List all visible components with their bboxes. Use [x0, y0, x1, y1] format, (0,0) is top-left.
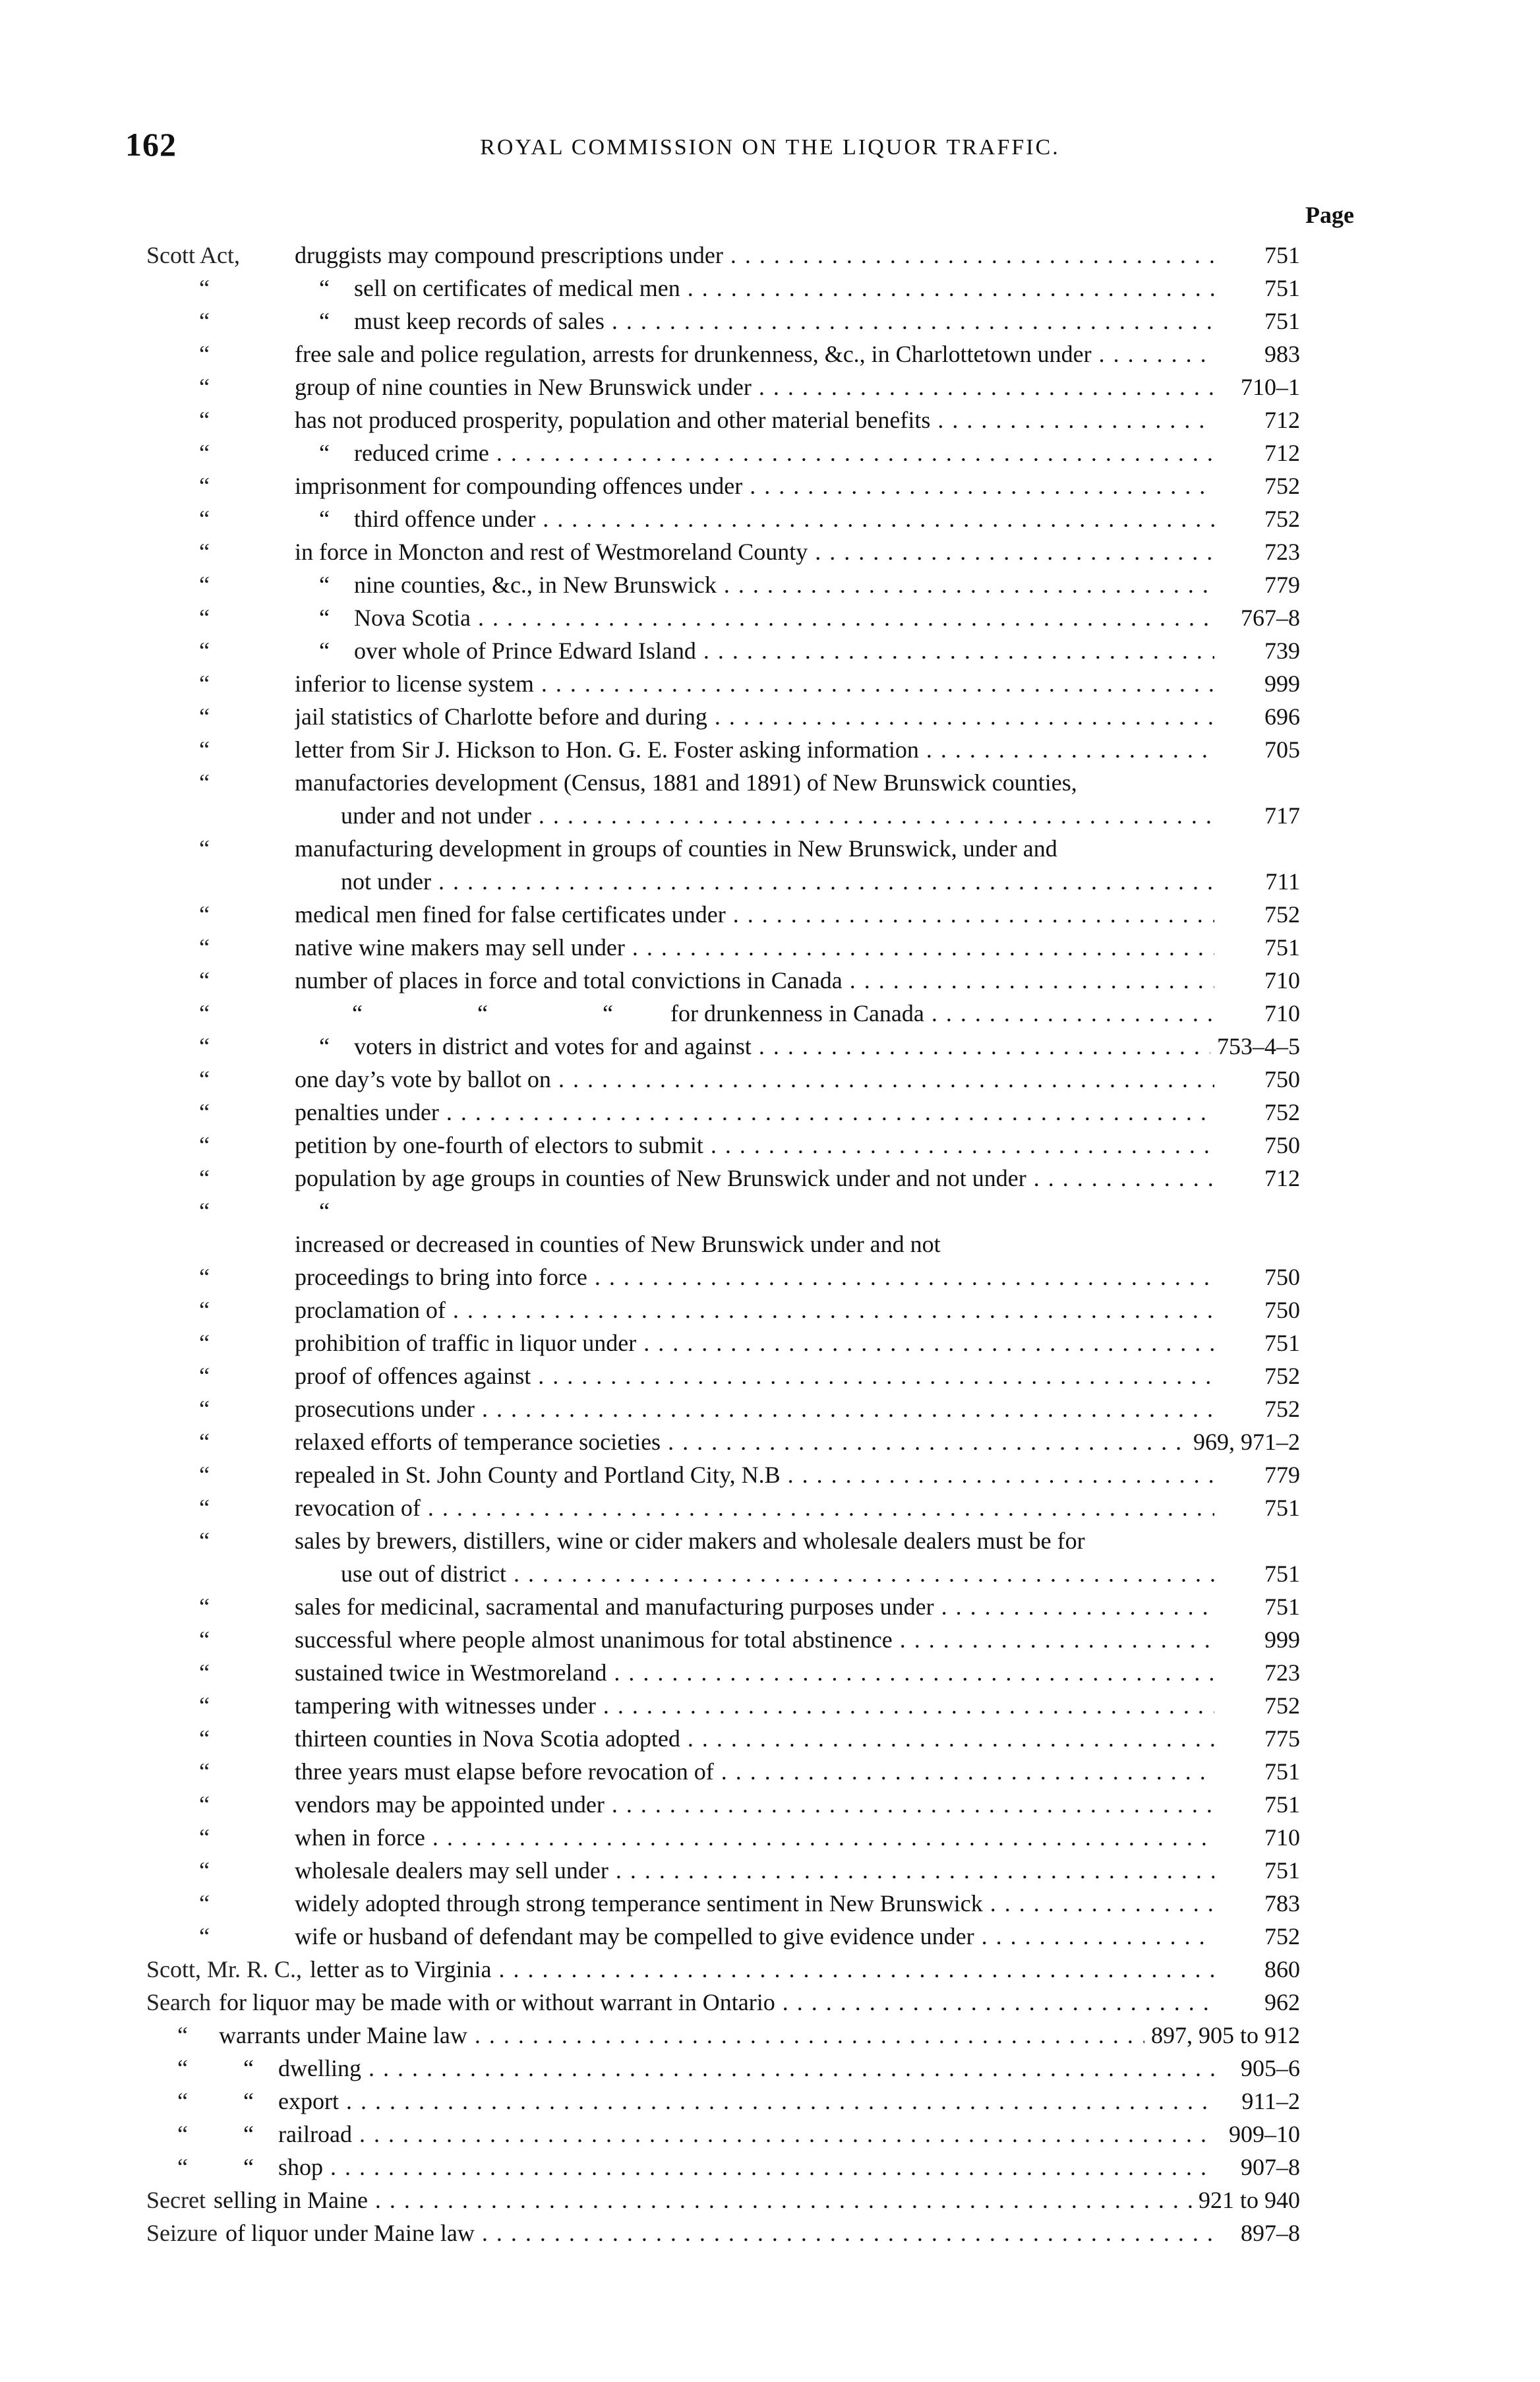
page-reference: 775 — [1264, 1725, 1300, 1752]
ditto-mark: “ — [199, 1626, 210, 1653]
entry-text-line: manufactories development (Census, 1881 and 1891) of New Brunswick counties, — [295, 769, 1077, 796]
entry-text: proceedings to bring into force . . . — [295, 1261, 1214, 1294]
index-entry — [146, 2052, 1300, 2085]
ditto-mark: “ — [199, 1593, 210, 1620]
index-entry — [146, 1755, 1300, 1788]
page-reference: 752 — [1264, 1692, 1300, 1719]
entry-text-continuation: under and not under . . . — [341, 799, 1214, 832]
index-entry — [146, 1030, 1300, 1063]
entry-text: “ Nova Scotia . . . — [295, 601, 1214, 634]
ditto-mark: “ — [199, 1923, 210, 1950]
ditto-mark: “ — [199, 1429, 210, 1455]
page-reference: 752 — [1264, 1363, 1300, 1389]
page-reference: 752 — [1264, 473, 1300, 499]
entry-text: sales for medicinal, sacramental and manufacturing purposes under . . . — [295, 1590, 1214, 1623]
index-entry — [146, 733, 1300, 766]
entry-text: “ “ “ for drunkenness in Canada . . . — [295, 997, 1214, 1030]
page-reference: 710 — [1264, 1000, 1300, 1027]
ditto-mark: “ — [199, 703, 210, 730]
entry-text: of liquor under Maine law . . . — [225, 2217, 1214, 2249]
page-reference: 710 — [1264, 967, 1300, 994]
index-entry — [146, 1689, 1300, 1722]
index-entry — [146, 1953, 1300, 1986]
entry-text: letter as to Virginia . . . — [310, 1953, 1214, 1986]
ditto-mark: “ — [199, 1165, 210, 1191]
ditto-mark: “ — [199, 934, 210, 961]
entry-text: widely adopted through strong temperance sentiment in New Brunswick . . . — [295, 1887, 1214, 1920]
page-reference: 897–8 — [1241, 2220, 1300, 2246]
entry-heading: Scott Act, — [146, 242, 240, 268]
ditto-mark: “ — [199, 308, 210, 334]
page-reference: 717 — [1264, 802, 1300, 829]
ditto-mark: “ — [199, 638, 210, 664]
page-reference: 750 — [1264, 1297, 1300, 1323]
page-reference: 860 — [1264, 1956, 1300, 1982]
entry-text: free sale and police regulation, arrests for drunkenness, &c., in Charlottetown under . . . — [295, 338, 1214, 371]
ditto-mark: “ — [319, 440, 330, 466]
page-reference: 753–4–5 — [1217, 1033, 1300, 1059]
index-entry — [146, 667, 1300, 700]
index-entry — [146, 338, 1300, 371]
page-reference: 705 — [1264, 736, 1300, 763]
ditto-mark: “ — [243, 2055, 254, 2081]
entry-text: petition by one-fourth of electors to submit . . . — [295, 1129, 1214, 1162]
entry-text: thirteen counties in Nova Scotia adopted . . . — [295, 1722, 1214, 1755]
entry-text: letter from Sir J. Hickson to Hon. G. E. Foster asking information . . . — [295, 733, 1214, 766]
ditto-mark: “ — [319, 1198, 330, 1224]
index-entry — [146, 1920, 1300, 1953]
entry-text: repealed in St. John County and Portland City, N.B . . . — [295, 1458, 1214, 1491]
ditto-mark: “ — [199, 1495, 210, 1521]
ditto-mark: “ — [319, 275, 330, 301]
page-reference: 739 — [1264, 638, 1300, 664]
entry-text: for liquor may be made with or without warrant in Ontario . . . — [219, 1986, 1214, 2019]
entry-text: one day’s vote by ballot on . . . — [295, 1063, 1214, 1096]
index-entry — [146, 997, 1300, 1030]
ditto-mark: “ — [199, 539, 210, 565]
index-entry — [146, 1986, 1300, 2019]
ditto-mark: “ — [199, 835, 210, 862]
ditto-mark: “ — [199, 1330, 210, 1356]
page-reference: 751 — [1264, 1330, 1300, 1356]
entry-text: wife or husband of defendant may be compelled to give evidence under . . . — [295, 1920, 1214, 1953]
page-reference: 999 — [1264, 670, 1300, 697]
index-entry — [146, 502, 1300, 535]
page-reference: 712 — [1264, 440, 1300, 466]
index-entry — [146, 469, 1300, 502]
index-entry — [146, 2217, 1300, 2249]
ditto-mark: “ — [199, 1000, 210, 1027]
entry-text — [295, 832, 1300, 898]
entry-text-continuation: use out of district . . . — [341, 1557, 1214, 1590]
entry-text: when in force . . . — [295, 1821, 1214, 1854]
ditto-mark: “ — [199, 967, 210, 994]
entry-text: penalties under . . . — [295, 1096, 1214, 1129]
ditto-mark: “ — [199, 1363, 210, 1389]
ditto-mark: “ — [199, 1396, 210, 1422]
index-entry — [146, 403, 1300, 436]
page-reference: 779 — [1264, 1462, 1300, 1488]
entry-text: revocation of . . . — [295, 1491, 1214, 1524]
index-entry — [146, 2184, 1300, 2217]
entry-text: imprisonment for compounding offences under . . . — [295, 469, 1214, 502]
ditto-mark: “ — [199, 341, 210, 367]
page-reference: 779 — [1264, 572, 1300, 598]
page-reference: 969, 971–2 — [1193, 1429, 1300, 1455]
entry-text: successful where people almost unanimous for total abstinence . . . — [295, 1623, 1214, 1656]
ditto-mark: “ — [319, 308, 330, 334]
ditto-mark: “ — [199, 572, 210, 598]
page-reference: 750 — [1264, 1264, 1300, 1290]
index-entry — [146, 832, 1300, 898]
page-reference: 751 — [1264, 1561, 1300, 1587]
index-entry — [146, 766, 1300, 832]
index-entry — [146, 1063, 1300, 1096]
ditto-mark: “ — [199, 1890, 210, 1917]
ditto-mark: “ — [199, 1824, 210, 1851]
index-entry — [146, 1392, 1300, 1425]
entry-text: proclamation of . . . — [295, 1294, 1214, 1326]
ditto-mark: “ — [199, 1264, 210, 1290]
ditto-mark: “ — [199, 1198, 210, 1224]
ditto-mark: “ — [319, 572, 330, 598]
index-entry — [146, 634, 1300, 667]
entry-text: vendors may be appointed under . . . — [295, 1788, 1214, 1821]
entry-text: population by age groups in counties of New Brunswick under and not under . . . — [295, 1162, 1214, 1195]
index-entry — [146, 1326, 1300, 1359]
page-reference: 751 — [1264, 1791, 1300, 1818]
ditto-mark: “ — [177, 2088, 188, 2114]
page-reference: 983 — [1264, 341, 1300, 367]
entry-text: number of places in force and total convictions in Canada . . . — [295, 964, 1214, 997]
ditto-mark: “ — [243, 2088, 254, 2114]
page-reference: 723 — [1264, 539, 1300, 565]
entry-text: “ sell on certificates of medical men . . . — [295, 272, 1214, 305]
page-reference: 751 — [1264, 1857, 1300, 1884]
index-entry — [146, 1491, 1300, 1524]
entry-text — [295, 766, 1300, 832]
ditto-mark: “ — [177, 2022, 188, 2048]
ditto-mark: “ — [199, 407, 210, 433]
entry-text: native wine makers may sell under . . . — [295, 931, 1214, 964]
ditto-mark: “ — [243, 2121, 254, 2147]
page-reference: 751 — [1264, 934, 1300, 961]
page-reference: 751 — [1264, 1593, 1300, 1620]
page-reference: 710–1 — [1241, 374, 1300, 400]
index-entry — [146, 1524, 1300, 1590]
page-reference: 999 — [1264, 1626, 1300, 1653]
ditto-mark: “ — [199, 901, 210, 928]
ditto-mark: “ — [352, 1000, 363, 1027]
entry-text: sustained twice in Westmoreland . . . — [295, 1656, 1214, 1689]
index-entry — [146, 1162, 1300, 1195]
index-entry — [146, 1129, 1300, 1162]
entry-text: prohibition of traffic in liquor under . . . — [295, 1326, 1214, 1359]
ditto-mark: “ — [199, 1725, 210, 1752]
page-column-heading: Page — [1305, 202, 1354, 228]
entry-text: wholesale dealers may sell under . . . — [295, 1854, 1214, 1887]
page-reference: 909–10 — [1229, 2121, 1300, 2147]
ditto-mark: “ — [199, 736, 210, 763]
ditto-mark: “ — [199, 1297, 210, 1323]
page-reference: 696 — [1264, 703, 1300, 730]
ditto-mark: “ — [199, 1033, 210, 1059]
ditto-mark: “ — [199, 1528, 210, 1554]
index-entries — [146, 239, 1300, 2249]
index-entry — [146, 2019, 1300, 2052]
index-entry — [146, 1195, 1300, 1261]
index-entry — [146, 1821, 1300, 1854]
ditto-mark: “ — [319, 638, 330, 664]
ditto-mark: “ — [199, 275, 210, 301]
page-reference: 711 — [1265, 868, 1300, 895]
ditto-mark: “ — [319, 1033, 330, 1059]
index-entry — [146, 1458, 1300, 1491]
page-reference: 752 — [1264, 1923, 1300, 1950]
index-entry — [146, 898, 1300, 931]
index-entry — [146, 2085, 1300, 2118]
page-reference: 907–8 — [1241, 2154, 1300, 2180]
index-entry — [146, 1854, 1300, 1887]
running-head: ROYAL COMMISSION ON THE LIQUOR TRAFFIC. — [480, 135, 1060, 160]
entry-text: “ export . . . — [219, 2085, 1214, 2118]
page-reference: 783 — [1264, 1890, 1300, 1917]
page-reference: 897, 905 to 912 — [1150, 2022, 1300, 2048]
index-entry — [146, 601, 1300, 634]
index-entry — [146, 1623, 1300, 1656]
entry-text: “ over whole of Prince Edward Island . . . — [295, 634, 1214, 667]
page-reference: 767–8 — [1241, 605, 1300, 631]
page-reference: 750 — [1264, 1066, 1300, 1092]
ditto-mark: “ — [199, 473, 210, 499]
page-reference: 962 — [1264, 1989, 1300, 2015]
page-reference: 752 — [1264, 1396, 1300, 1422]
ditto-mark: “ — [199, 1857, 210, 1884]
ditto-mark: “ — [199, 1099, 210, 1125]
page-reference: 712 — [1264, 1165, 1300, 1191]
page-reference: 751 — [1264, 242, 1300, 268]
ditto-mark: “ — [199, 769, 210, 796]
ditto-mark: “ — [243, 2154, 254, 2180]
index-entry — [146, 1096, 1300, 1129]
entry-text: “ dwelling . . . — [219, 2052, 1214, 2085]
ditto-mark: “ — [199, 440, 210, 466]
entry-text — [295, 1195, 1300, 1261]
page-reference: 710 — [1264, 1824, 1300, 1851]
entry-text: “ nine counties, &c., in New Brunswick . . . — [295, 568, 1214, 601]
ditto-mark: “ — [177, 2055, 188, 2081]
entry-text: “ railroad . . . — [219, 2118, 1214, 2151]
index-entry — [146, 1887, 1300, 1920]
index-entry — [146, 239, 1300, 272]
entry-text: medical men fined for false certificates under . . . — [295, 898, 1214, 931]
entry-text: jail statistics of Charlotte before and during . . . — [295, 700, 1214, 733]
ditto-mark: “ — [603, 1000, 613, 1027]
entry-text: three years must elapse before revocation of . . . — [295, 1755, 1214, 1788]
index-entry — [146, 1590, 1300, 1623]
page-reference: 905–6 — [1241, 2055, 1300, 2081]
page-reference: 751 — [1264, 1758, 1300, 1785]
index-entry — [146, 931, 1300, 964]
page-reference: 751 — [1264, 275, 1300, 301]
entry-text-line: sales by brewers, distillers, wine or cider makers and wholesale dealers must be for — [295, 1528, 1085, 1554]
entry-text-line: increased or decreased in counties of New Brunswick under and not — [295, 1231, 941, 1257]
entry-heading: Seizure — [146, 2220, 218, 2246]
ditto-mark: “ — [477, 1000, 488, 1027]
page-reference: 921 to 940 — [1198, 2187, 1300, 2213]
ditto-mark: “ — [199, 1659, 210, 1686]
index-entry — [146, 700, 1300, 733]
index-entry — [146, 371, 1300, 403]
ditto-mark: “ — [199, 605, 210, 631]
index-entry — [146, 1425, 1300, 1458]
entry-text: selling in Maine . . . — [214, 2184, 1192, 2217]
index-entry — [146, 1261, 1300, 1294]
entry-text: group of nine counties in New Brunswick under . . . — [295, 371, 1214, 403]
entry-text: warrants under Maine law . . . — [219, 2019, 1144, 2052]
entry-text — [295, 1524, 1300, 1590]
entry-text: “ third offence under . . . — [295, 502, 1214, 535]
ditto-mark: “ — [199, 1692, 210, 1719]
entry-text: “ reduced crime . . . — [295, 436, 1214, 469]
page-number: 162 — [125, 126, 177, 163]
index-entry — [146, 2118, 1300, 2151]
index-entry — [146, 1788, 1300, 1821]
index-entry — [146, 568, 1300, 601]
entry-text: “ shop . . . — [219, 2151, 1214, 2184]
entry-text: has not produced prosperity, population and other material benefits . . . — [295, 403, 1214, 436]
ditto-mark: “ — [177, 2121, 188, 2147]
ditto-mark: “ — [199, 374, 210, 400]
ditto-mark: “ — [177, 2154, 188, 2180]
page-reference: 751 — [1264, 1495, 1300, 1521]
ditto-mark: “ — [319, 506, 330, 532]
ditto-mark: “ — [199, 1791, 210, 1818]
ditto-mark: “ — [199, 1132, 210, 1158]
index-entry — [146, 1359, 1300, 1392]
page-reference: 723 — [1264, 1659, 1300, 1686]
page-reference: 752 — [1264, 901, 1300, 928]
entry-text: inferior to license system . . . — [295, 667, 1214, 700]
index-entry — [146, 305, 1300, 338]
entry-text: relaxed efforts of temperance societies . . . — [295, 1425, 1187, 1458]
ditto-mark: “ — [199, 1066, 210, 1092]
ditto-mark: “ — [199, 506, 210, 532]
page-reference: 752 — [1264, 506, 1300, 532]
entry-text: prosecutions under . . . — [295, 1392, 1214, 1425]
index-entry — [146, 2151, 1300, 2184]
entry-heading: Search — [146, 1989, 211, 2015]
entry-text: proof of offences against . . . — [295, 1359, 1214, 1392]
entry-text: tampering with witnesses under . . . — [295, 1689, 1214, 1722]
ditto-mark: “ — [199, 1462, 210, 1488]
entry-text-continuation: not under . . . — [341, 865, 1214, 898]
page-reference: 712 — [1264, 407, 1300, 433]
entry-heading: Secret — [146, 2187, 206, 2213]
entry-heading: Scott, Mr. R. C., — [146, 1956, 303, 1982]
entry-text: “ voters in district and votes for and against . . . — [295, 1030, 1210, 1063]
index-entry — [146, 1656, 1300, 1689]
ditto-mark: “ — [199, 670, 210, 697]
index-entry — [146, 436, 1300, 469]
page-reference: 750 — [1264, 1132, 1300, 1158]
entry-text: “ must keep records of sales . . . — [295, 305, 1214, 338]
index-entry — [146, 535, 1300, 568]
index-entry — [146, 1294, 1300, 1326]
index-entry — [146, 964, 1300, 997]
index-entry — [146, 1722, 1300, 1755]
index-entry — [146, 272, 1300, 305]
ditto-mark: “ — [319, 605, 330, 631]
ditto-mark: “ — [199, 1758, 210, 1785]
entry-text-line: manufacturing development in groups of counties in New Brunswick, under and — [295, 835, 1057, 862]
page-reference: 751 — [1264, 308, 1300, 334]
page-reference: 911–2 — [1241, 2088, 1300, 2114]
entry-text: in force in Moncton and rest of Westmoreland County . . . — [295, 535, 1214, 568]
entry-text: druggists may compound prescriptions under . . . — [295, 239, 1214, 272]
page-reference: 752 — [1264, 1099, 1300, 1125]
